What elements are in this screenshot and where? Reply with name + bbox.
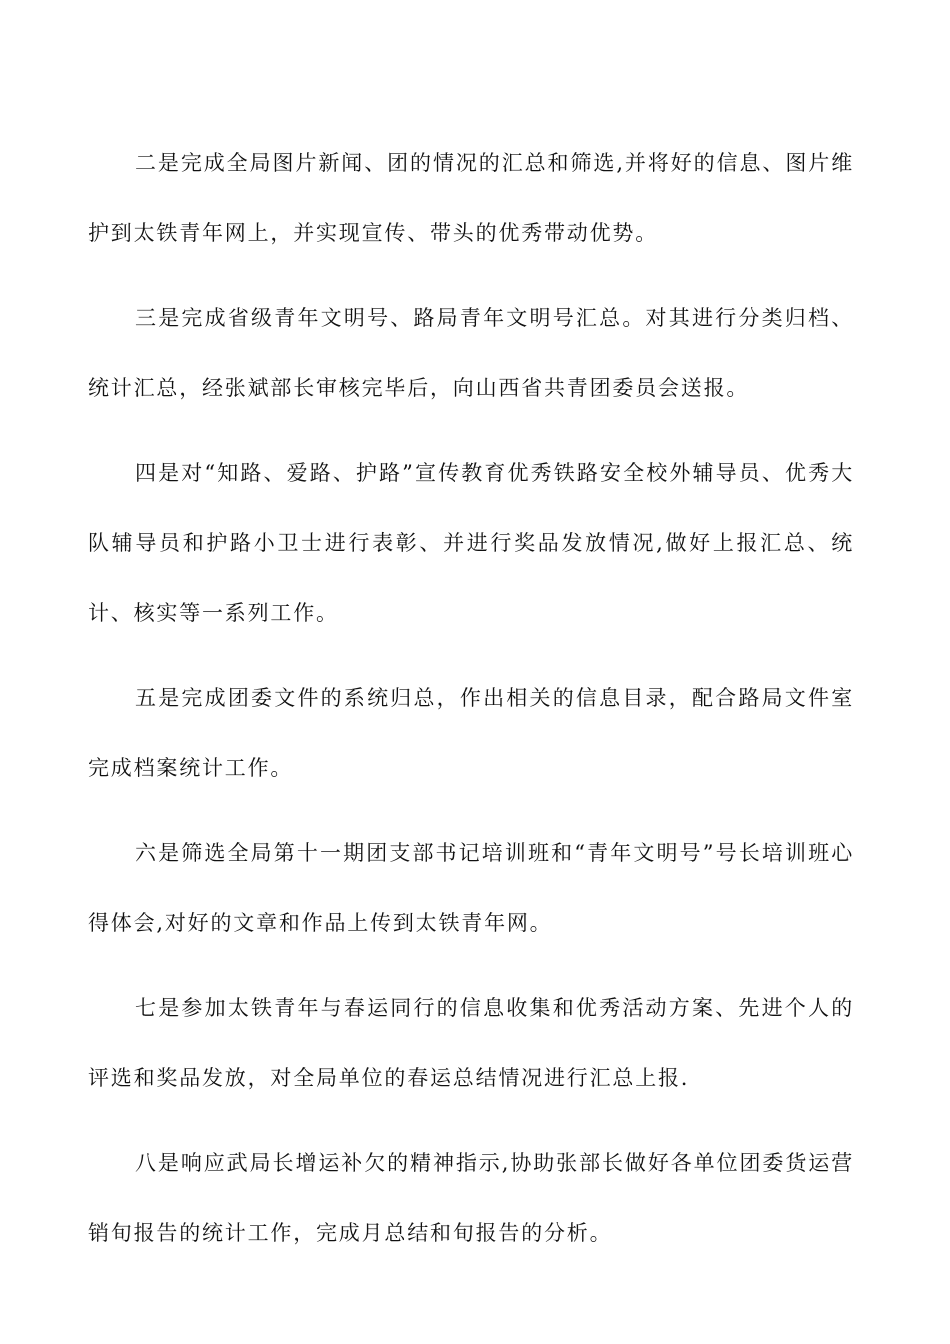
paragraph-4: 四是对“知路、爱路、护路”宣传教育优秀铁路安全校外辅导员、优秀大队辅导员和护路小卫士进行表彰、并进行奖品发放情况,做好上报汇总、统计、核实等一系列工作。 [88,461,854,625]
paragraph-7: 七是参加太铁青年与春运同行的信息收集和优秀活动方案、先进个人的评选和奖品发放，对全局单位的春运总结情况进行汇总上报. [88,996,854,1090]
paragraph-2: 二是完成全局图片新闻、团的情况的汇总和筛选,并将好的信息、图片维护到太铁青年网上，并实现宣传、带头的优秀带动优势。 [88,151,854,245]
paragraph-8: 八是响应武局长增运补欠的精神指示,协助张部长做好各单位团委货运营销旬报告的统计工作，完成月总结和旬报告的分析。 [88,1151,854,1245]
document-body [88,128,854,1283]
paragraph-3: 三是完成省级青年文明号、路局青年文明号汇总。对其进行分类归档、统计汇总，经张斌部长审核完毕后，向山西省共青团委员会送报。 [88,306,854,400]
paragraph-6: 六是筛选全局第十一期团支部书记培训班和“青年文明号”号长培训班心得体会,对好的文章和作品上传到太铁青年网。 [88,841,854,935]
paragraph-5: 五是完成团委文件的系统归总，作出相关的信息目录，配合路局文件室完成档案统计工作。 [88,686,854,780]
